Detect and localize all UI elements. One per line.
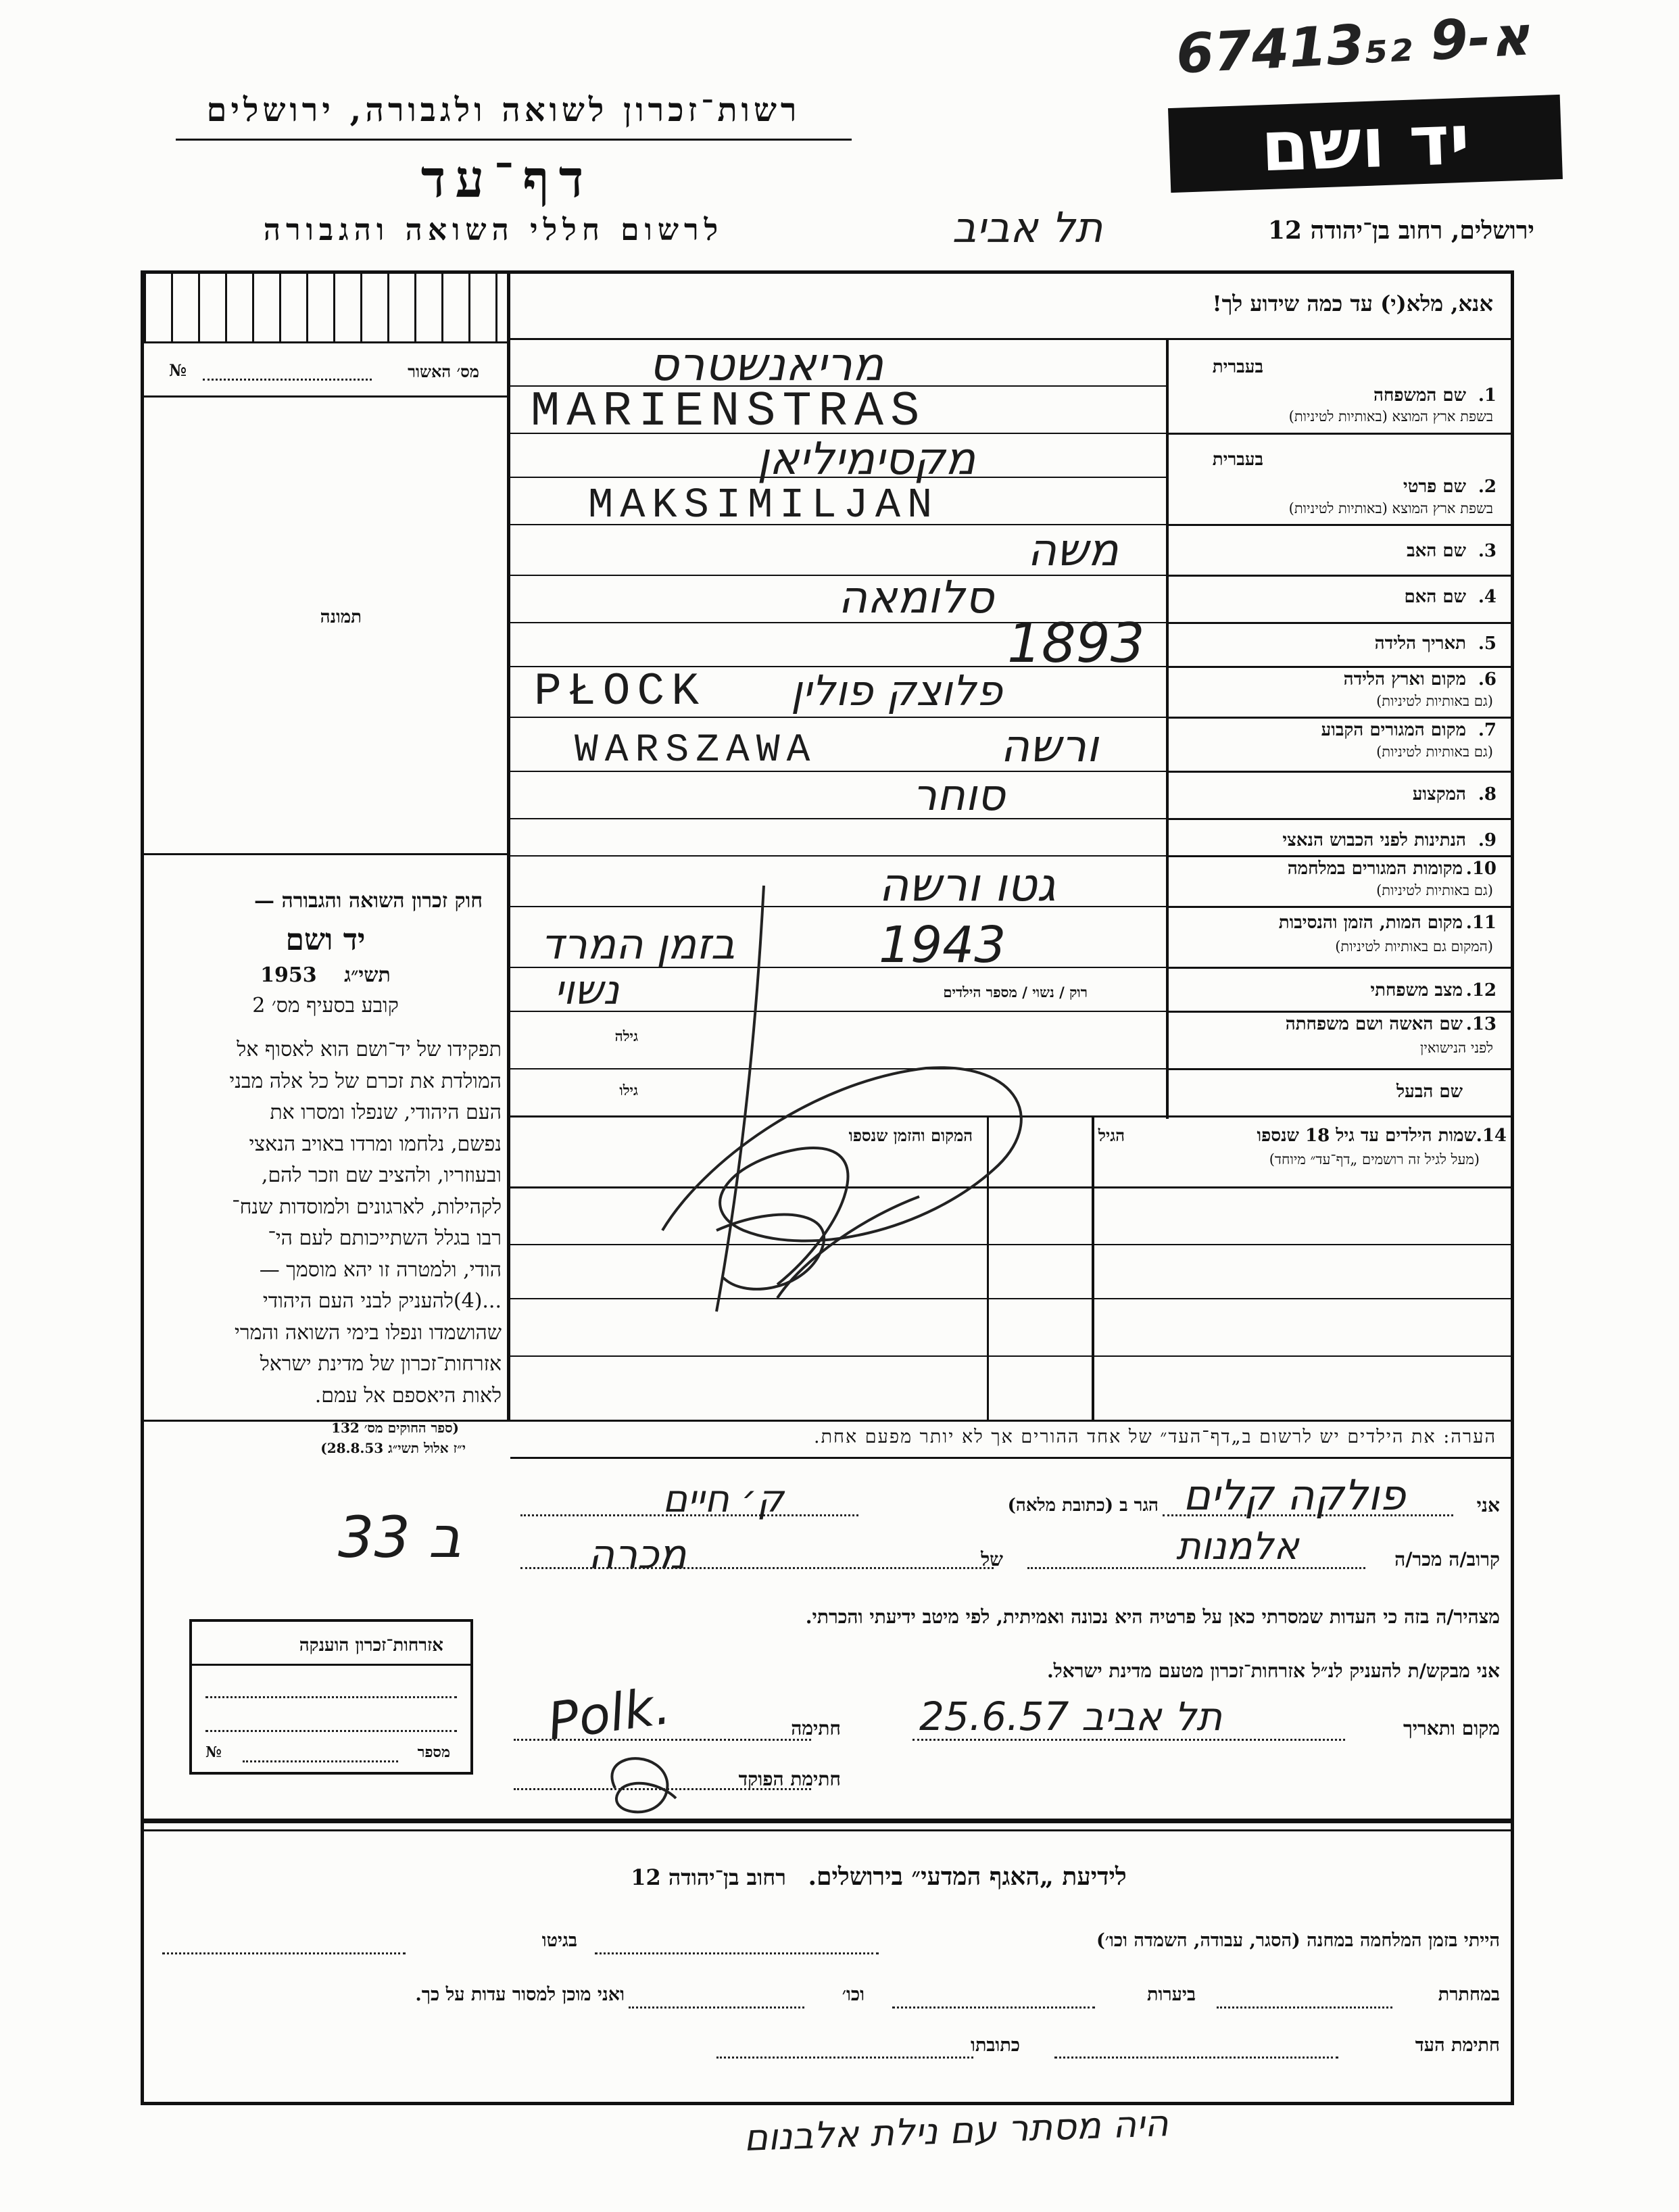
row-sep (1169, 666, 1511, 668)
row-sep (1169, 622, 1511, 624)
camp-line-label: הייתי בזמן המלחמה במחנה (הסגר, עבודה, השמדה וכו׳) (1096, 1930, 1500, 1951)
bottom-title (473, 1862, 1284, 1891)
hatched-strip (144, 274, 509, 341)
field-1-hebrew-tag: בעברית (1212, 357, 1263, 377)
row-sep (1169, 1011, 1511, 1013)
form-instruction: אנא, מלא(י) עד כמה שידוע לך! (1212, 291, 1493, 316)
field-6-num: 6. (1478, 669, 1496, 690)
law-year-number: 1953 (260, 963, 317, 987)
field-2-value-latin[interactable]: MAKSIMILJAN (588, 481, 940, 529)
field-13-sub: לפני הנישואין (1420, 1040, 1493, 1056)
cross-out-scribble (642, 879, 1115, 1352)
etc-label: וכו׳ (842, 1984, 865, 2005)
witness-signature-label: חתימת העד (1415, 2035, 1500, 2056)
field-1-num: 1. (1478, 385, 1496, 406)
citizenship-line (205, 1696, 457, 1698)
lives-label: הגר ב (כתובת מלאה) (1007, 1495, 1159, 1516)
row-sep (1169, 524, 1511, 526)
officer-label: חתימת הפוקד (738, 1768, 841, 1790)
field-12-hint: רוק / נשוי / מספר הילדים (943, 984, 1088, 1001)
field-5-label: תאריך הלידה (1374, 633, 1466, 654)
children-place-column: המקום והזמן שנספו (848, 1126, 973, 1145)
field-2-label: שם פרטי (1403, 477, 1466, 497)
table-row (510, 1355, 1511, 1357)
field-13-num: 13. (1465, 1014, 1496, 1034)
field-8-label: המקצוע (1412, 784, 1466, 804)
strip-bottom-line (144, 341, 509, 343)
law-name: יד ושם (285, 923, 366, 957)
law-text (150, 1034, 502, 1412)
law-line: הודי, ולמטרה זו יהא מוסמך — (259, 1257, 502, 1282)
field-14-sub: (מעל לגיל זה רושמים „דף־עד״ מיוחד) (1269, 1151, 1480, 1168)
witness-address-field[interactable] (716, 2057, 973, 2059)
field-4-label: שם האם (1404, 587, 1466, 607)
forests-label: ביערות (1146, 1984, 1196, 2005)
field-10-value[interactable]: גטו ורשה (879, 859, 1056, 912)
field-1-value-hebrew[interactable]: מריאנשטרס (649, 338, 884, 391)
approval-number-field[interactable] (203, 379, 372, 381)
field-11-label: מקום המות, הזמן והנסיבות (1278, 913, 1463, 933)
row-sep (1169, 967, 1511, 969)
row-sep (1169, 818, 1511, 820)
field-2-num: 2. (1478, 477, 1496, 497)
bottom-title-text: לידיעת „האגף המדעי״ בירושלים. (808, 1862, 1127, 1891)
field-11-sub: (המקום גם באותיות לטיניות) (1335, 938, 1493, 955)
field-6-label: מקום וארץ הלידה (1343, 669, 1466, 690)
photo-label: תמונה (320, 607, 362, 627)
field-14-num: 14. (1476, 1126, 1507, 1146)
field-8-value[interactable]: סוחר (912, 771, 1005, 821)
law-line: לאות היאספם אל עמם. (314, 1383, 502, 1408)
field-10-sub: (גם באותיות לטיניות) (1376, 882, 1493, 898)
row-sep (1169, 771, 1511, 773)
law-line: המולדת את זכרם של כל אלה מבני (229, 1069, 502, 1093)
field-11-value-year[interactable]: 1943 (879, 916, 1006, 974)
field-7-value-hebrew[interactable]: ורשה (1000, 720, 1099, 772)
willing-label: ואני מוכן למסור עדות על כך. (415, 1984, 625, 2005)
footer-handwritten-note: היה מסתר עם נילת אלבנום (743, 2102, 1169, 2159)
declaration-request: אני מבקש/ת להעניק לנ״ל אזרחות־זכרון מטעם מדינת ישראל. (1046, 1660, 1500, 1682)
relation-of-value[interactable]: אלמנות (1176, 1524, 1299, 1568)
law-line: ...(4)להעניק לבני העם היהודי (262, 1289, 502, 1313)
etc-field[interactable] (629, 2006, 804, 2009)
handwritten-place: תל אביב (952, 203, 1103, 252)
field-7-label: מקום המגורים הקבוע (1321, 720, 1466, 740)
law-title: חוק זכרון השואה והגבורה — (254, 889, 483, 913)
law-line: נפשם, נלחמו ומרדו באויב הנאצי (249, 1132, 502, 1156)
field-9-label: הנתינות לפני הכבוש הנאצי (1282, 830, 1466, 850)
photo-bottom-line (144, 853, 509, 855)
yad-vashem-logo (1168, 95, 1563, 193)
children-age-column: הגיל (1098, 1126, 1125, 1145)
citizenship-title: אזרחות־זכרון הוענקה (299, 1635, 443, 1656)
value-line (510, 818, 1166, 819)
witness-address-extra[interactable]: ב 33 (338, 1504, 462, 1570)
field-5-num: 5. (1478, 633, 1496, 654)
officer-signature (595, 1748, 689, 1822)
section-double-line (144, 1819, 1511, 1823)
form-title: דף־עד (420, 149, 593, 209)
witness-signature[interactable]: Polk. (543, 1675, 674, 1752)
law-line: תפקידו של יד־ושם הוא לאסוף אל (237, 1038, 502, 1061)
forests-field[interactable] (892, 2006, 1095, 2009)
field-10-num: 10. (1465, 859, 1496, 879)
of-label: של (981, 1548, 1003, 1570)
witness-name[interactable]: פולקה קלים (1183, 1470, 1406, 1520)
photo-area (144, 398, 507, 850)
law-line: רבו בגלל השתייכותם לעם הי־ (268, 1226, 502, 1250)
value-line (510, 855, 1166, 857)
section-double-line (144, 1829, 1511, 1831)
field-3-label: שם האב (1407, 541, 1466, 561)
field-12-label: מצב משפחתי (1370, 980, 1463, 1001)
law-year (144, 963, 507, 987)
law-line: לקהילות, לארגונים ולמוסדות שנח־ (232, 1195, 502, 1219)
law-clause: קובע בסעיף מס׳ 2 (252, 994, 399, 1017)
field-1-sub: בשפת ארץ המוצא (באותיות לטיניות) (1288, 408, 1493, 425)
citizenship-no-sign: № (205, 1744, 222, 1761)
row-sep (1169, 906, 1511, 908)
underground-label: במחתרת (1438, 1984, 1500, 2005)
approval-label: מס׳ האשור (408, 362, 479, 381)
field-7-sub: (גם באותיות לטיניות) (1376, 744, 1493, 760)
field-1-value-latin[interactable]: MARIENSTRAS (531, 384, 927, 439)
law-year-hebrew: תשי״ג (344, 963, 391, 987)
field-13-label: שם האשה ושם משפחתה (1285, 1014, 1463, 1034)
field-3-num: 3. (1478, 541, 1496, 561)
field-13-age: גילה (614, 1028, 638, 1044)
field-6-sub: (גם באותיות לטיניות) (1376, 693, 1493, 709)
field-1-label: שם המשפחה (1373, 385, 1466, 406)
declaration-i-label: אני (1476, 1494, 1500, 1516)
field-2-sub: בשפת ארץ המוצא (באותיות לטיניות) (1288, 500, 1493, 516)
witness-address[interactable]: ק׳ חיים (662, 1477, 784, 1521)
citizenship-box (189, 1619, 473, 1775)
top-serial-number: 67413₅₂ א-9 (1174, 4, 1532, 86)
law-line: אזרחות־זכרון של מדינת ישראל (260, 1352, 502, 1376)
citizenship-number-field[interactable] (243, 1760, 398, 1762)
header-address: ירושלים, רחוב בן־יהודה 12 (1267, 216, 1534, 245)
place-date-value[interactable]: תל אביב 25.6.57 (919, 1693, 1223, 1739)
law-line: העם היהודי, שנפלו ומסרו את (270, 1101, 502, 1124)
field-4-num: 4. (1478, 587, 1496, 607)
ghetto-label: בגיטו (541, 1930, 577, 1951)
witness-signature-field[interactable] (1054, 2057, 1338, 2059)
field-14-label: שמות הילדים עד גיל 18 שנספו (1257, 1126, 1476, 1146)
camp-field[interactable] (595, 1952, 879, 1954)
citizenship-number-label: מספר (417, 1744, 450, 1761)
row-sep (1169, 433, 1511, 435)
field-7-value-latin[interactable]: WARSZAWA (575, 729, 817, 773)
field-12-num: 12. (1465, 980, 1496, 1001)
right-label-divider (1166, 338, 1169, 1119)
field-5-value[interactable]: 1893 (1007, 612, 1145, 675)
citizenship-title-line (192, 1664, 470, 1666)
field-2-value-hebrew[interactable]: מקסימיליאן (757, 433, 976, 485)
law-ref-1: (ספר החוקים מס׳ 132 (331, 1420, 459, 1436)
approval-no-sign: № (169, 360, 187, 380)
witness-address-label: כתובתו (971, 2035, 1020, 2056)
field-13b-age: גילו (619, 1082, 638, 1099)
field-7-num: 7. (1478, 720, 1496, 740)
underground-field[interactable] (1217, 2006, 1392, 2009)
field-2-hebrew-tag: בעברית (1212, 450, 1263, 470)
authority-name: רשות־זכרון לשואה ולגבורה, ירושלים (206, 91, 801, 129)
children-note: הערה: את הילדים יש לרשום ב„דף־העד״ של אחד ההורים אך לא יותר מפעם אחת. (813, 1426, 1496, 1447)
field-10-label: מקומות המגורים במלחמה (1287, 859, 1463, 879)
field-4-value[interactable]: סלומאה (838, 571, 994, 623)
field-11-num: 11. (1465, 913, 1496, 933)
signature-label: חתימה (791, 1717, 841, 1739)
field-13b-label: שם הבעל (1396, 1082, 1463, 1102)
relation-value[interactable]: מכרה (588, 1531, 687, 1579)
field-6-value-latin[interactable]: PŁOCK (534, 666, 706, 718)
row-sep (1169, 575, 1511, 577)
law-line: ובעוזריו, ולהציב שם וזכר להם, (261, 1163, 502, 1187)
left-column-divider (507, 274, 510, 1420)
law-line: שהושמדו ונפלו בימי השואה והמרי (234, 1320, 502, 1345)
law-ref-2: י״ז אלול תשי״ג 28.8.53) (320, 1440, 466, 1456)
place-date-label: מקום ותאריך (1403, 1717, 1500, 1739)
row-sep (1169, 1068, 1511, 1070)
logo-text: יד ושם (1259, 99, 1471, 188)
note-underline (510, 1457, 1511, 1459)
field-9-num: 9. (1478, 830, 1496, 850)
field-8-num: 8. (1478, 784, 1496, 804)
field-11-value-hebrew[interactable]: בזמן המרד (541, 919, 735, 969)
declaration-statement: מצהיר/ה בזה כי העדות שמסרתי כאן על פרטיה היא נכונה ואמיתית, לפי מיטב ידיעתי והכרתי. (805, 1606, 1500, 1628)
citizenship-line (205, 1730, 457, 1732)
field-3-value[interactable]: משה (1027, 524, 1119, 576)
ghetto-field[interactable] (162, 1952, 406, 1954)
row-sep (1169, 855, 1511, 857)
authority-underline (176, 139, 852, 141)
field-12-value[interactable]: נשוי (554, 967, 620, 1014)
bottom-address: רחוב בן־יהודה 12 (631, 1865, 786, 1890)
relative-label: קרוב/ה מכר/ה (1394, 1548, 1500, 1570)
row-sep (1169, 717, 1511, 719)
field-6-value-hebrew[interactable]: פלוצק פולין (791, 666, 1002, 715)
form-subtitle: לרשום חללי השואה והגבורה (263, 213, 724, 247)
